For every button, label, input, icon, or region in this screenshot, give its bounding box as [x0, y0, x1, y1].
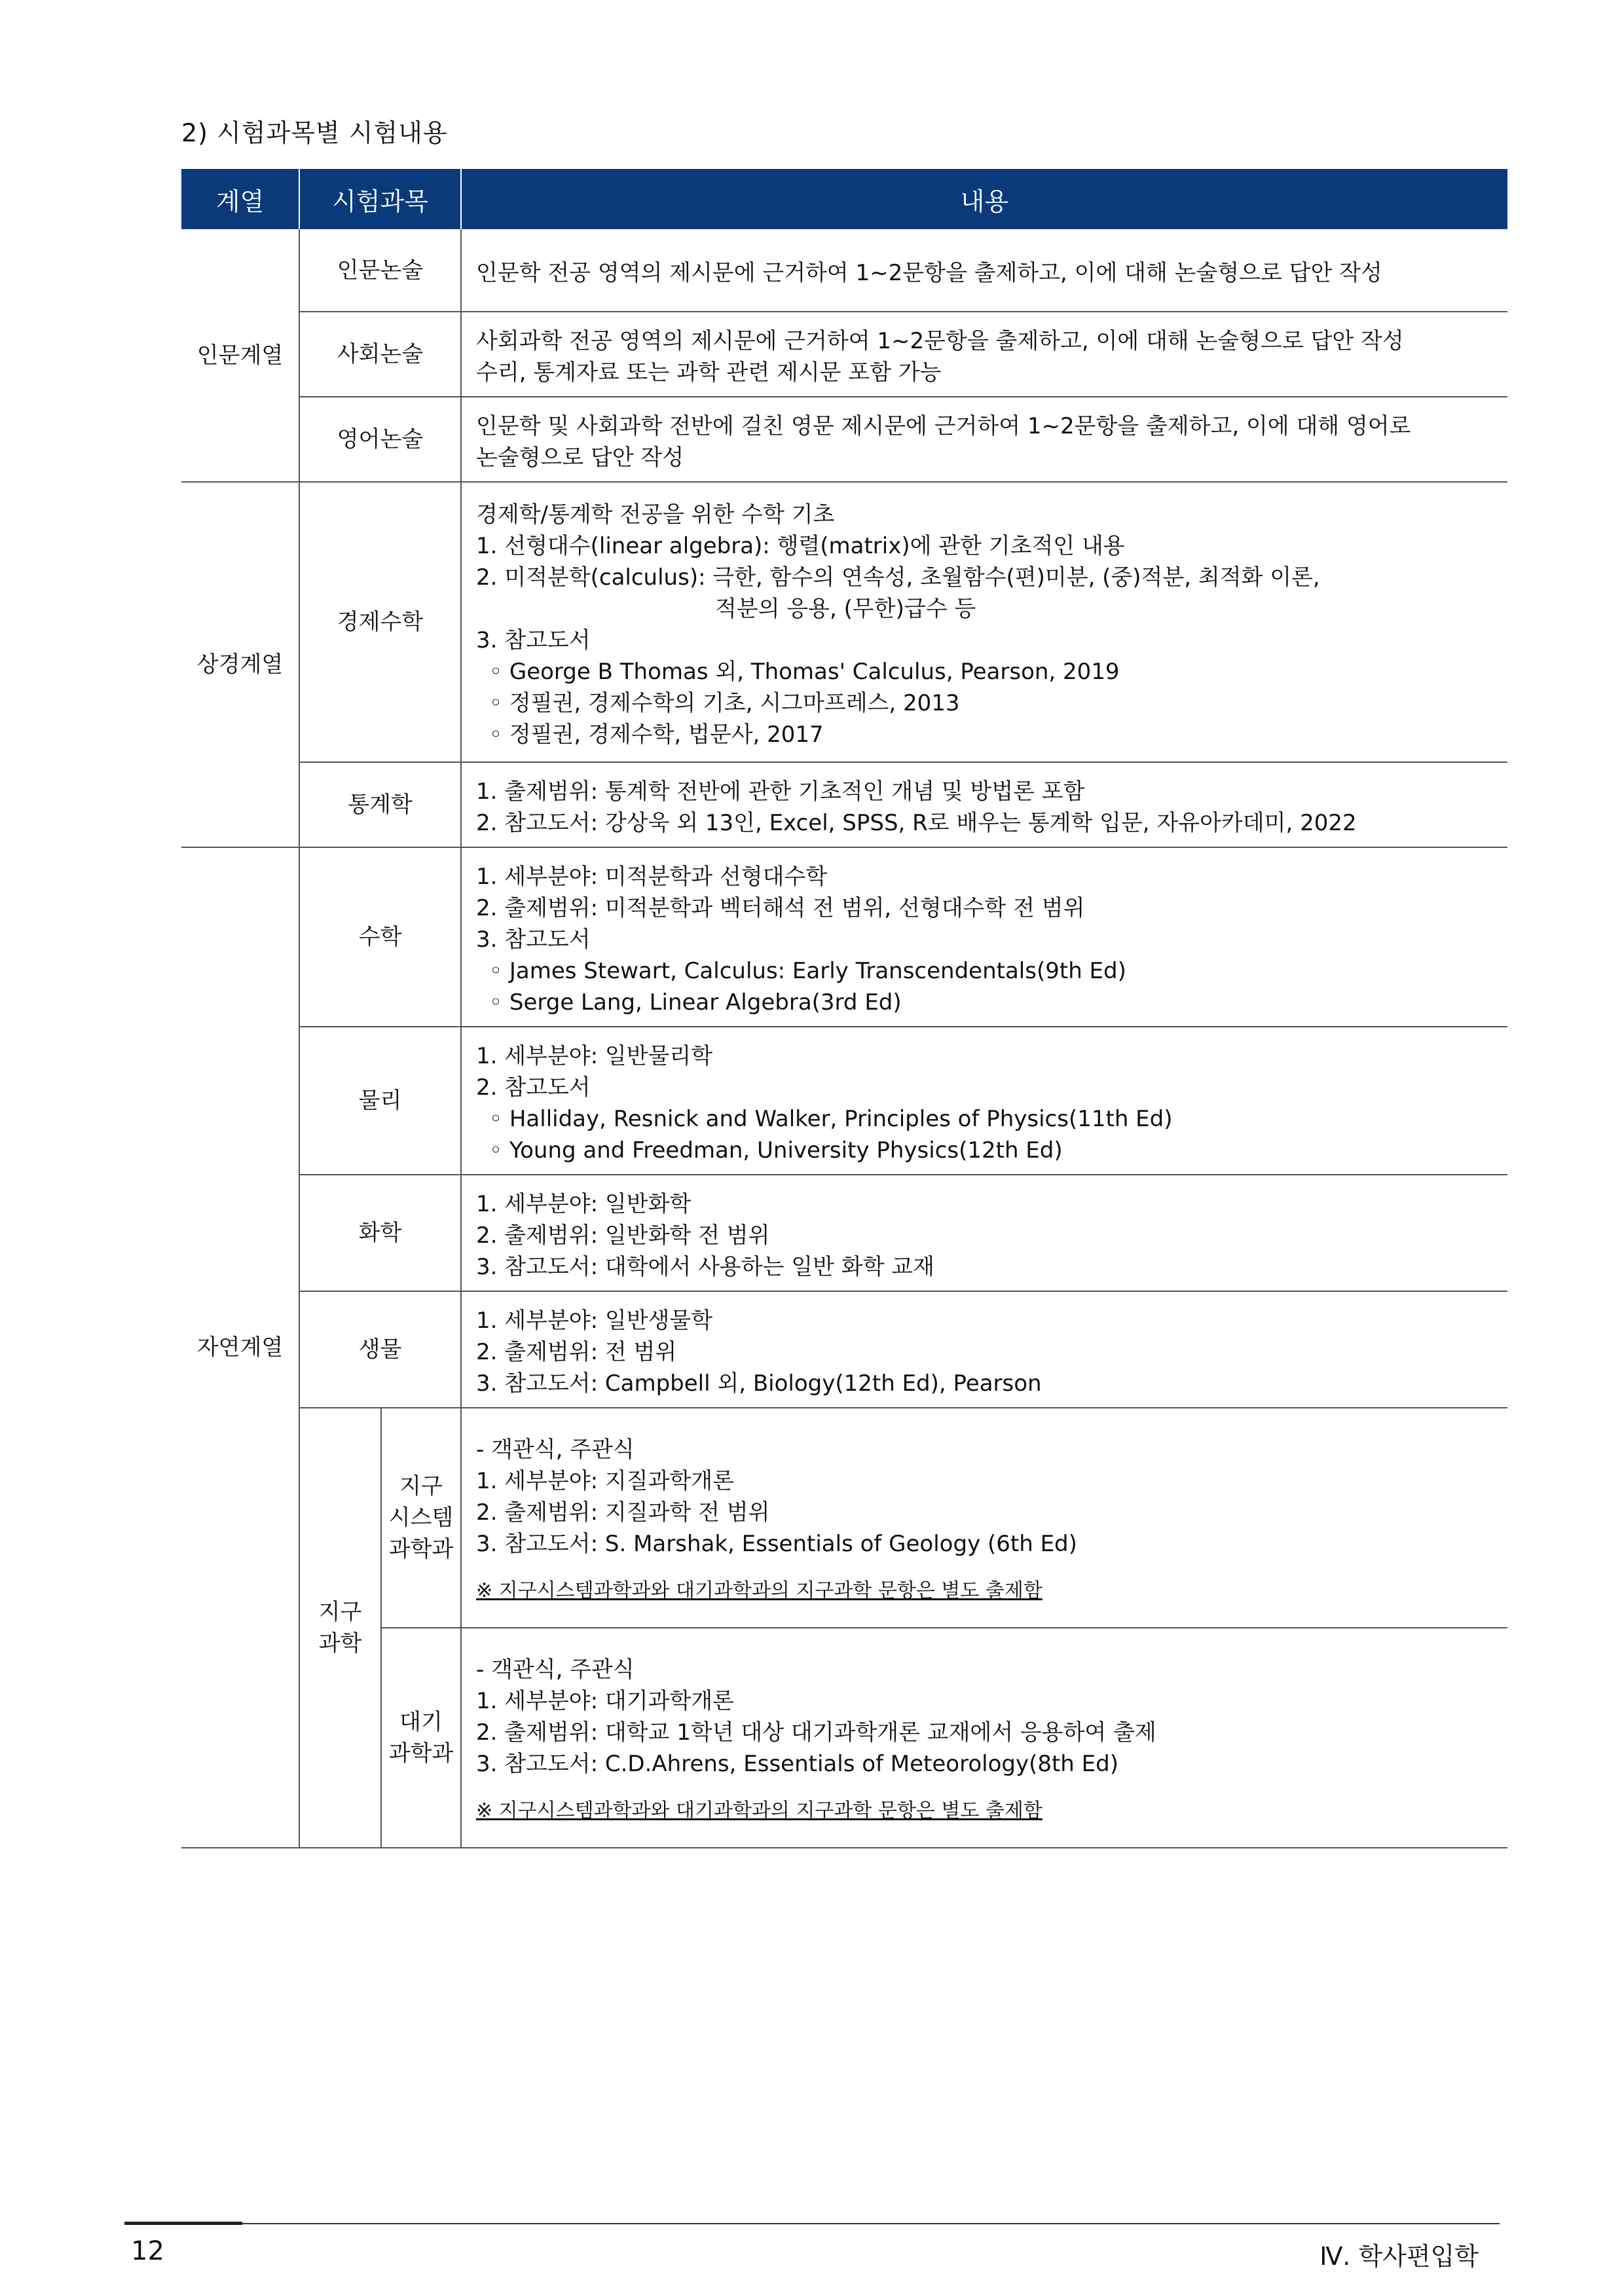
table-row — [181, 1291, 1507, 1408]
table-row — [181, 482, 1507, 762]
content-atmospheric: - 객관식, 주관식 1. 세부분야: 대기과학개론 2. 출제범위: 대학교 1학년 대상 대기과학개론 교재에서 응용하여 출제 3. 참고도서: C.D.Ahrens, Essentials of Meteorology(8th Ed) ※ 지구시스템과학과와 대기과학과의 지구과학 문항은 별도 출제함 — [461, 1628, 1507, 1848]
table-row — [181, 762, 1507, 847]
header-subject: 시험과목 — [299, 169, 461, 229]
content-math: 1. 세부분야: 미적분학과 선형대수학 2. 출제범위: 미적분학과 벡터해석 전 범위, 선형대수학 전 범위 3. 참고도서 ◦ James Stewart, Calculus: Early Transcendentals(9th Ed) ◦ Serge Lang, Linear Algebra(3rd Ed) — [461, 847, 1507, 1027]
content-statistics: 1. 출제범위: 통계학 전반에 관한 기초적인 개념 및 방법론 포함 2. 참고도서: 강상욱 외 13인, Excel, SPSS, R로 배우는 통계학 입문, 자유아카데미, 2022 — [461, 762, 1507, 847]
subject-earth-science: 지구 과학 — [299, 1408, 381, 1848]
content-biology: 1. 세부분야: 일반생물학 2. 출제범위: 전 범위 3. 참고도서: Campbell 외, Biology(12th Ed), Pearson — [461, 1291, 1507, 1408]
subject-biology: 생물 — [299, 1291, 461, 1408]
exam-content-table — [181, 169, 1507, 1848]
content-earth-system: - 객관식, 주관식 1. 세부분야: 지질과학개론 2. 출제범위: 지질과학 전 범위 3. 참고도서: S. Marshak, Essentials of Geology (6th Ed) ※ 지구시스템과학과와 대기과학과의 지구과학 문항은 별도 출제함 — [461, 1408, 1507, 1628]
subject-human-essay: 인문논술 — [299, 229, 461, 312]
footer-rule-accent — [124, 2222, 242, 2225]
subject-english-essay: 영어논술 — [299, 397, 461, 482]
category-science: 자연계열 — [181, 847, 299, 1848]
table-header-row — [181, 169, 1507, 229]
table-row — [181, 1408, 1507, 1628]
content-econ-math: 경제학/통계학 전공을 위한 수학 기초 1. 선형대수(linear algebra): 행렬(matrix)에 관한 기초적인 내용 2. 미적분학(calculus): 극한, 함수의 연속성, 초월함수(편)미분, (중)적분, 최적화 이론, 적분의 응용, (무한)급수 등 3. 참고도서 ◦ George B Thomas 외, Thomas' Calculus, Pearson, 2019 ◦ 정필권, 경제수학의 기초, 시그마프레스, 2013 ◦ 정필권, 경제수학, 법문사, 2017 — [461, 482, 1507, 762]
atmospheric-note: ※ 지구시스템과학과와 대기과학과의 지구과학 문항은 별도 출제함 — [476, 1799, 1043, 1822]
content-chemistry: 1. 세부분야: 일반화학 2. 출제범위: 일반화학 전 범위 3. 참고도서: 대학에서 사용하는 일반 화학 교재 — [461, 1175, 1507, 1291]
subject-math: 수학 — [299, 847, 461, 1027]
page-number: 12 — [131, 2236, 164, 2266]
subject-atmospheric: 대기 과학과 — [381, 1628, 461, 1848]
table-row — [181, 229, 1507, 312]
subject-physics: 물리 — [299, 1027, 461, 1175]
subject-chemistry: 화학 — [299, 1175, 461, 1291]
content-social-essay: 사회과학 전공 영역의 제시문에 근거하여 1~2문항을 출제하고, 이에 대해 논술형으로 답안 작성 수리, 통계자료 또는 과학 관련 제시문 포함 가능 — [461, 312, 1507, 397]
footer-rule — [124, 2223, 1500, 2224]
content-physics: 1. 세부분야: 일반물리학 2. 참고도서 ◦ Halliday, Resnick and Walker, Principles of Physics(11th Ed) ◦ Young and Freedman, University Physics(12th Ed) — [461, 1027, 1507, 1175]
subject-econ-math: 경제수학 — [299, 482, 461, 762]
category-business: 상경계열 — [181, 482, 299, 847]
earth-system-note: ※ 지구시스템과학과와 대기과학과의 지구과학 문항은 별도 출제함 — [476, 1579, 1043, 1602]
table-row — [181, 312, 1507, 397]
category-humanities: 인문계열 — [181, 229, 299, 482]
table-row — [181, 1175, 1507, 1291]
header-content: 내용 — [461, 169, 1507, 229]
chapter-title: Ⅳ. 학사편입학 — [1320, 2242, 1479, 2271]
content-human-essay: 인문학 전공 영역의 제시문에 근거하여 1~2문항을 출제하고, 이에 대해 논술형으로 답안 작성 — [461, 229, 1507, 312]
table-row — [181, 1027, 1507, 1175]
subject-earth-system: 지구 시스템 과학과 — [381, 1408, 461, 1628]
section-title: 2) 시험과목별 시험내용 — [181, 119, 448, 147]
subject-social-essay: 사회논술 — [299, 312, 461, 397]
content-english-essay: 인문학 및 사회과학 전반에 걸친 영문 제시문에 근거하여 1~2문항을 출제하고, 이에 대해 영어로 논술형으로 답안 작성 — [461, 397, 1507, 482]
subject-statistics: 통계학 — [299, 762, 461, 847]
header-category: 계열 — [181, 169, 299, 229]
table-row — [181, 847, 1507, 1027]
table-row — [181, 397, 1507, 482]
